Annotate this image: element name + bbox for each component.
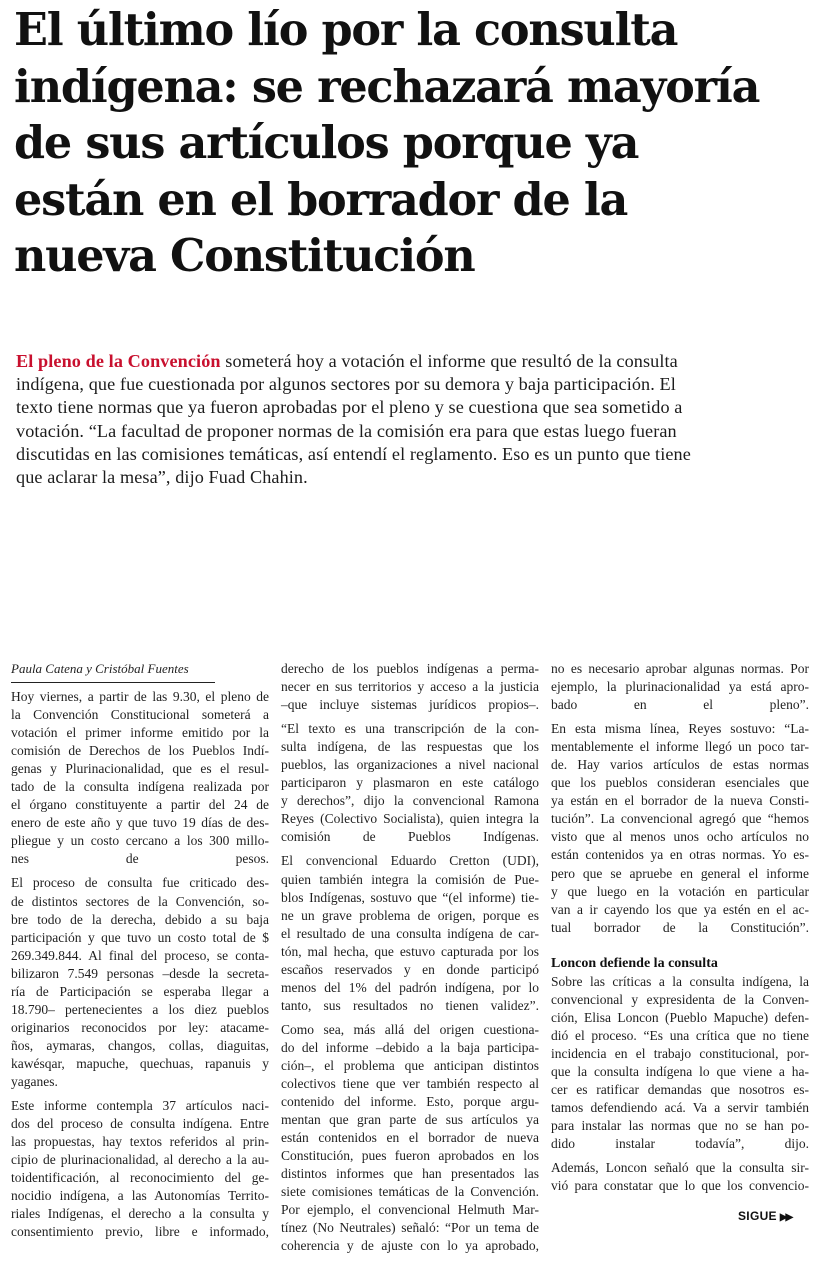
lede-line: votación. “La facultad de proponer normas de la comisión era para que estas luego fueran [16,420,677,441]
text-line: toidentificación, al reconocimiento del ge- [11,1170,269,1186]
text-line: ne un grave problema de origen, porque es [281,907,539,923]
text-line: mentablemente el informe llegó un poco tar- [551,739,809,755]
text-line: sulta indígena, de las respuestas que los [281,739,539,755]
text-line: ejemplo, la plurinacionalidad ya está apro- [551,679,809,695]
text-line: Además, Loncon señaló que la consulta sir- [551,1160,809,1176]
text-line: genas y Plurinacionalidad, que es el resul- [11,761,269,777]
section-subhead: Loncon defiende la consulta [551,955,718,971]
byline: Paula Catena y Cristóbal Fuentes [11,660,215,683]
play-arrows-icon: ▶▶ [779,1212,792,1223]
text-line: visto que al menos unos ocho artículos no [551,829,809,845]
text-line: participación y que tuvo un costo total de $ [11,929,269,945]
text-line: bre todo de la derecha, debido a su baja [11,911,269,927]
text-line: ría de Participación se esperaba llegar a [11,983,269,999]
text-line: tón, mal hecha, que estuvo capturada por los [281,943,539,959]
text-line: van a ir cayendo los que ya estén en el ac- [551,901,809,917]
body-paragraph [551,973,809,1153]
text-line: bilizaron 7.549 personas –desde la secreta- [11,965,269,981]
body-paragraph [11,874,269,1091]
text-line: votación el primer informe emitido por la [11,725,269,741]
text-line: necer en sus territorios y acceso a la justicia [281,679,539,695]
text-line: yaganes. [11,1073,58,1089]
text-line: 18.790– pertenecientes a los diez pueblos [11,1001,269,1017]
lede-lead-in: El pleno de la Convención [16,351,221,371]
text-line: Como sea, más allá del origen cuestiona- [281,1021,539,1037]
text-line: nocidio indígena, a las Autonomías Territo- [11,1188,269,1204]
lede-line: que aclarar la mesa”, dijo Fuad Chahin. [16,467,308,488]
text-line: ción–, el problema que anticipan distintos [281,1057,539,1073]
text-line: dido instalar todavía”, dijo. [551,1136,809,1152]
body-paragraph [551,1159,809,1195]
text-line: tual borrador de la Constitución”. [551,919,809,935]
text-line: menos del 1% del padrón indígena, por lo [281,979,539,995]
text-line: tamos defendiendo acá. Va a servir también [551,1100,809,1116]
body-paragraph [281,720,539,846]
text-line: El proceso de consulta fue criticado des- [11,875,269,891]
text-line: están contenidos ya en otras normas. Yo es- [551,847,809,863]
headline-line: están en el borrador de la [14,173,628,226]
column-text [281,660,539,1256]
text-line: el resultado de una consulta indígena de car- [281,925,539,941]
text-line: tanto, sus resultados no tienen validez”. [281,997,539,1013]
text-line: enero de este año y que tuvo 19 días de des- [11,815,269,831]
text-line: Sobre las críticas a la consulta indígena, la [551,973,809,989]
text-line: y derechos”, dijo la convencional Ramona [281,793,539,809]
text-line: ños, aymaras, changos, collas, diaguitas, [11,1037,269,1053]
text-line: dió el proceso. “Es una crítica que no tiene [551,1027,809,1043]
text-line: la Convención Constitucional someterá a [11,707,269,723]
text-line: ción, Elisa Loncon (Pueblo Mapuche) defen- [551,1009,809,1025]
text-line: pueblos, las organizaciones a nivel nacional [281,757,539,773]
continue-label: SIGUE [738,1209,777,1223]
text-line: derecho de los pueblos indígenas a perma- [281,661,539,676]
text-line: –que incluye sistemas jurídicos propios–. [281,697,539,713]
lede-line: indígena, que fue cuestionada por algunos sectores por su demora y baja participación. El [16,374,676,395]
text-line: ya están en el borrador de la nueva Consti- [551,793,809,809]
lede-paragraph [16,350,808,489]
text-line: que los pueblos consideran esenciales que [551,775,809,791]
column-text [551,973,809,1196]
text-line: tado de la consulta indígena realizada por [11,779,269,795]
text-line: Constitución, pues fueron aprobados en los [281,1148,539,1164]
body-paragraph [281,852,539,1014]
body-paragraph [551,660,809,714]
text-line: coherencia y de ajuste con lo ya aprobado, [281,1238,539,1254]
text-line: blos Indígenas, sostuvo que “(el informe) tie- [281,889,539,905]
continue-indicator [738,1209,791,1223]
headline-line: nueva Constitución [14,230,475,282]
text-line: convencional y expresidenta de la Conven- [551,991,809,1007]
text-line: cipio de plurinacionalidad, al derecho a la au- [11,1152,269,1168]
body-paragraph [11,688,269,868]
text-line: riales Indígenas, el derecho a la consulta y [11,1206,269,1222]
text-line: y que luego en la votación en particular [551,883,809,899]
text-line: vió para constatar que lo que los convencio- [551,1178,809,1194]
text-line: pliegue y un costo cercano a los 300 millo- [11,833,269,849]
headline-line: El último lío por la consulta [14,4,678,56]
text-line: distintos informes que han presentados las [281,1166,539,1182]
text-line: escaños reservados y en donde participó [281,961,539,977]
lede-line-rest: someterá hoy a votación el informe que resultó de la consulta [220,351,678,371]
text-line: “El texto es una transcripción de la con- [281,721,539,737]
text-line: no es necesario aprobar algunas normas. Por [551,661,809,676]
body-column-2 [281,660,539,1262]
text-line: cer es ratificar demandas que nosotros es- [551,1081,809,1097]
text-line: que la consulta indígena lo que viene a ha- [551,1063,809,1079]
body-column-3 [551,660,809,1201]
text-line: En esta misma línea, Reyes sostuvo: “La- [551,721,809,737]
text-line: 269.349.844. Al final del proceso, se conta- [11,947,269,963]
text-line: las propuestas, hay textos referidos al prin- [11,1134,269,1150]
text-line: Hoy viernes, a partir de las 9.30, el pleno de [11,689,269,704]
text-line: el órgano constituyente a partir del 24 de [11,797,269,813]
text-line: siete comisiones temáticas de la Convención. [281,1184,539,1200]
text-line: están contenidos en el borrador de nueva [281,1130,539,1146]
text-line: comisión de Pueblos Indígenas. [281,829,539,845]
text-line: de distintos sectores de la Convención, so- [11,893,269,909]
text-line: consentimiento previo, libre e informado, [11,1224,269,1240]
text-line: do del informe –debido a la baja participa- [281,1039,539,1055]
text-line: quien también integra la comisión de Pue- [281,871,539,887]
body-column-1 [11,660,269,1247]
text-line: Por ejemplo, el convencional Helmuth Mar- [281,1202,539,1218]
lede-line: texto tiene normas que ya fueron aprobadas por el pleno y se cuestiona que sea sometido a [16,397,683,418]
text-line: de. Hay varios artículos de estas normas [551,757,809,773]
text-line: originarios reconocidos por ley: atacame- [11,1019,269,1035]
text-line: bado en el pleno”. [551,697,809,713]
text-line: Reyes (Colectivo Socialista), quien integra la [281,811,539,827]
text-line: pero que se apruebe en general el informe [551,865,809,881]
text-line: tínez (No Neutrales) señaló: “Por un tema de [281,1220,539,1236]
headline [14,2,809,285]
headline-line: indígena: se rechazará mayoría [14,60,760,113]
text-line: El convencional Eduardo Cretton (UDI), [281,853,539,869]
text-line: participaron y plasmaron en este catálogo [281,775,539,791]
body-paragraph [11,1097,269,1241]
body-paragraph [281,1021,539,1256]
text-line: comisión de Derechos de los Pueblos Indí- [11,743,269,759]
column-text [551,660,809,937]
text-line: kawésqar, mapuche, quechuas, rapanuis y [11,1055,269,1071]
text-line: dos del proceso de consulta indígena. Entre [11,1116,269,1132]
lede-line [16,350,808,373]
headline-line: de sus artículos porque ya [14,117,639,169]
body-paragraph [551,720,809,937]
text-line: mentan que gran parte de sus artículos ya [281,1112,539,1128]
lede-line: discutidas en las comisiones temáticas, así entendí el reglamento. Eso es un punto que tiene [16,443,691,464]
text-line: tución”. La convencional agregó que “hemos [551,811,809,827]
text-line: incidencia en el trabajo constitucional, por- [551,1045,809,1061]
text-line: nes de pesos. [11,851,269,867]
text-line: para instalar las normas que no se han po- [551,1118,809,1134]
text-line: contenido del informe. Esto, porque argu- [281,1094,539,1110]
text-line: colectivos tiene que ver también respecto al [281,1076,539,1092]
column-text [11,688,269,1241]
body-paragraph [281,660,539,714]
text-line: Este informe contempla 37 artículos naci- [11,1098,269,1114]
